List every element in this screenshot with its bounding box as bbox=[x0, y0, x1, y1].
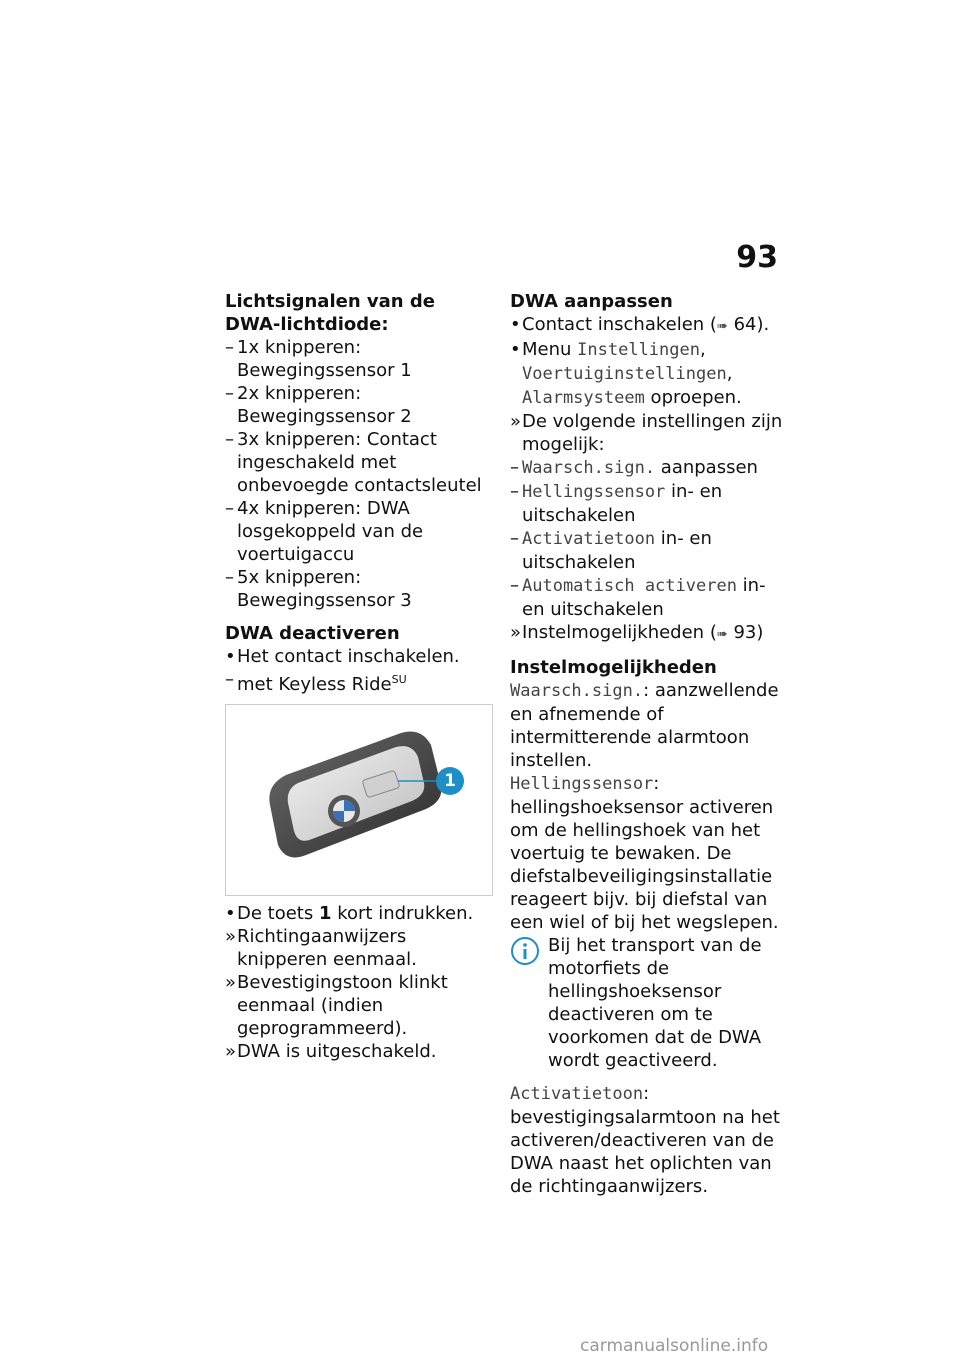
deact-keyless: – met Keyless Ride$^{SU}$ bbox=[225, 669, 407, 695]
info-icon bbox=[510, 936, 540, 966]
page-number: 93 bbox=[736, 240, 778, 275]
option-item: – Hellingssensor in- en uitschakelen bbox=[510, 481, 723, 526]
press-step: • De toets 1 kort indrukken. bbox=[225, 903, 474, 924]
right-column bbox=[510, 290, 785, 1198]
adjust-step-1: • Contact inschakelen (➠ 64). bbox=[510, 314, 770, 335]
signals-list bbox=[225, 336, 495, 612]
signal-item: – 1x knipperen: Bewegingssensor 1 bbox=[225, 337, 412, 381]
signal-item: – 2x knipperen: Bewegingssensor 2 bbox=[225, 383, 412, 427]
results-list bbox=[225, 925, 495, 1063]
definition-2: Hellingssensor: hellingshoeksensor activeren om de hellingshoek van het voertuig te bewaken. De diefstalbeveiligingsinstallatie reageert bijv. bij diefstal van een wiel of bij het wegslepen. bbox=[510, 773, 779, 933]
deactivate-heading: DWA deactiveren bbox=[225, 623, 400, 644]
settings-heading: Instelmogelijkheden bbox=[510, 657, 717, 678]
option-item: – Activatietoon in- en uitschakelen bbox=[510, 528, 712, 573]
signals-heading: Lichtsignalen van de DWA-lichtdiode: bbox=[225, 291, 435, 335]
signal-item: – 5x knipperen: Bewegingssensor 3 bbox=[225, 567, 412, 611]
watermark: carmanualsonline.info bbox=[580, 1336, 769, 1356]
adjust-heading: DWA aanpassen bbox=[510, 291, 673, 312]
options-list bbox=[510, 456, 785, 621]
result-item: » Richtingaanwijzers knipperen eenmaal. bbox=[225, 926, 417, 970]
adjust-result: » De volgende instellingen zijn mogelijk: bbox=[510, 411, 783, 455]
option-item: – Automatisch activeren in- en uitschakelen bbox=[510, 575, 766, 620]
signal-item: – 4x knipperen: DWA losgekoppeld van de voertuigaccu bbox=[225, 498, 424, 565]
adjust-step-menu: • Menu Instellingen, Voertuiginstellingen, Alarmsysteem oproepen. bbox=[510, 339, 742, 408]
definition-1: Waarsch.sign.: aanzwellende en afnemende of intermitterende alarmtoon instellen. bbox=[510, 680, 779, 771]
result-item: » Bevestigingstoon klinkt eenmaal (indien geprogrammeerd). bbox=[225, 972, 448, 1039]
key-fob-image bbox=[226, 705, 492, 895]
option-item: – Waarsch.sign. aanpassen bbox=[510, 457, 758, 478]
definition-3: Activatietoon: bevestigingsalarmtoon na het activeren/deactiveren van de DWA naast het oplichten van de richtingaanwijzers. bbox=[510, 1083, 780, 1197]
callout-1: 1 bbox=[436, 767, 464, 795]
result-item: » DWA is uitgeschakeld. bbox=[225, 1041, 437, 1062]
left-column bbox=[225, 290, 495, 1063]
info-note: Bij het transport van de motorfiets de hellingshoeksensor deactiveren om te voorkomen dat de DWA wordt geactiveerd. bbox=[510, 934, 785, 1072]
settings-result: » Instelmogelijkheden (➠ 93) bbox=[510, 622, 764, 643]
deact-step: • Het contact inschakelen. bbox=[225, 646, 460, 667]
signal-item: – 3x knipperen: Contact ingeschakeld met onbevoegde contactsleutel bbox=[225, 429, 482, 496]
page-ref-arrow-icon: ➠ bbox=[716, 627, 728, 642]
page-ref-arrow-icon: ➠ bbox=[716, 319, 728, 334]
key-fob-figure bbox=[225, 704, 493, 896]
